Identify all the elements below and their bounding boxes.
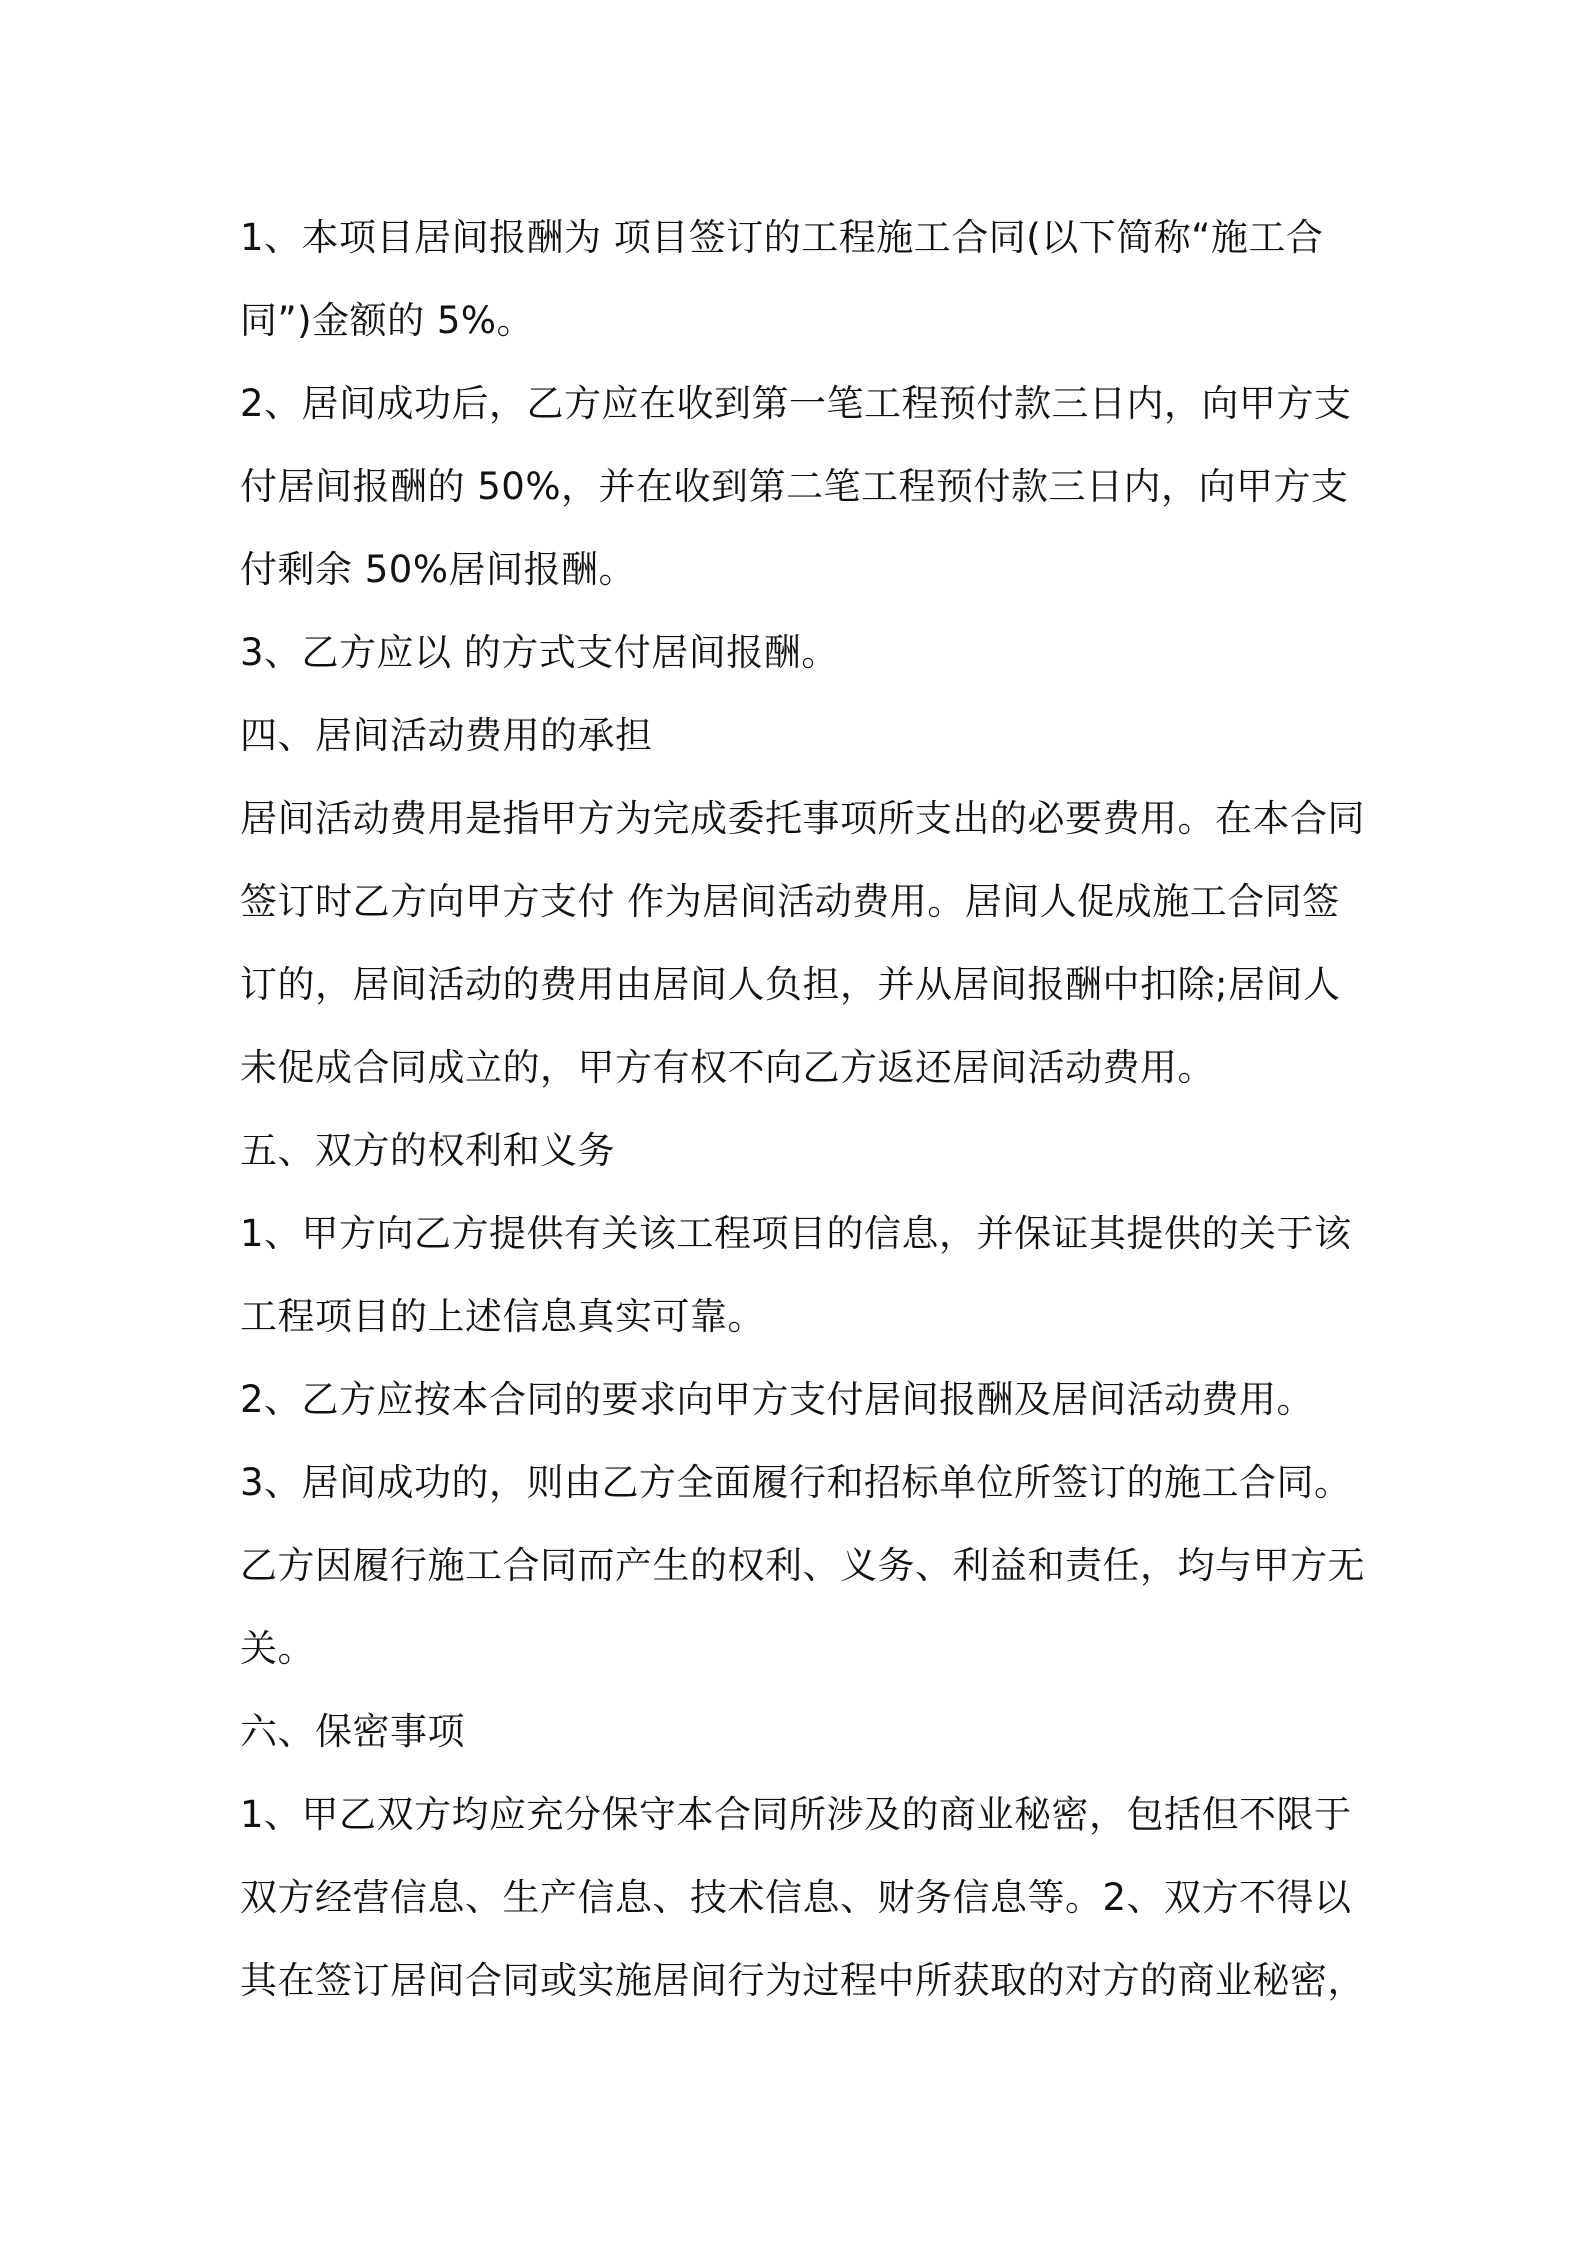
- text-line: 付剩余 50%居间报酬。: [240, 548, 636, 591]
- text-line: 双方经营信息、生产信息、技术信息、财务信息等。2、双方不得以: [240, 1876, 1352, 1919]
- text-line: 2、居间成功后，乙方应在收到第一笔工程预付款三日内，向甲方支: [240, 382, 1352, 425]
- text-line: 未促成合同成立的，甲方有权不向乙方返还居间活动费用。: [240, 1046, 1215, 1089]
- text-line: 签订时乙方向甲方支付 作为居间活动费用。居间人促成施工合同签: [240, 880, 1340, 923]
- section-heading: 四、居间活动费用的承担: [240, 714, 653, 757]
- text-line: 关。: [240, 1627, 315, 1670]
- text-line: 3、居间成功的，则由乙方全面履行和招标单位所签订的施工合同。: [240, 1461, 1352, 1504]
- text-line: 订的，居间活动的费用由居间人负担，并从居间报酬中扣除;居间人: [240, 963, 1341, 1006]
- text-line: 同”)金额的 5%。: [240, 299, 535, 342]
- text-line: 3、乙方应以 的方式支付居间报酬。: [240, 631, 839, 674]
- section-heading: 五、双方的权利和义务: [240, 1129, 615, 1172]
- section-heading: 六、保密事项: [240, 1710, 465, 1753]
- text-line: 乙方因履行施工合同而产生的权利、义务、利益和责任，均与甲方无: [240, 1544, 1365, 1587]
- text-line: 居间活动费用是指甲方为完成委托事项所支出的必要费用。在本合同: [240, 797, 1365, 840]
- text-line: 工程项目的上述信息真实可靠。: [240, 1295, 765, 1338]
- text-line: 1、甲方向乙方提供有关该工程项目的信息，并保证其提供的关于该: [240, 1212, 1352, 1255]
- document-body: [240, 196, 1365, 2022]
- text-line: 2、乙方应按本合同的要求向甲方支付居间报酬及居间活动费用。: [240, 1378, 1315, 1421]
- text-line: 其在签订居间合同或实施居间行为过程中所获取的对方的商业秘密，: [240, 1959, 1365, 2002]
- text-line: 1、甲乙双方均应充分保守本合同所涉及的商业秘密，包括但不限于: [240, 1793, 1352, 1836]
- text-line: 1、本项目居间报酬为 项目签订的工程施工合同(以下简称“施工合: [240, 216, 1324, 259]
- text-line: 付居间报酬的 50%，并在收到第二笔工程预付款三日内，向甲方支: [240, 465, 1349, 508]
